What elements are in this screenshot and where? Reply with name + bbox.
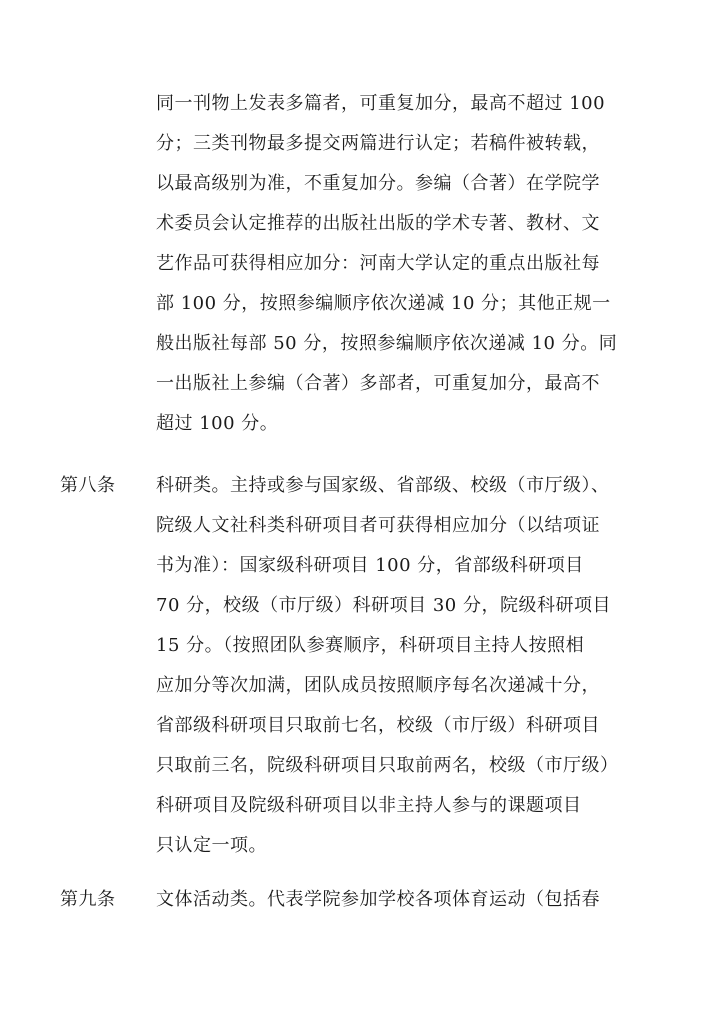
text-line: 般出版社每部 50 分，按照参编顺序依次递减 10 分。同 — [156, 333, 618, 354]
article-9-label: 第九条 — [60, 889, 116, 910]
text-line: 应加分等次加满，团队成员按照顺序每名次递减十分， — [156, 675, 600, 696]
text-line: 艺作品可获得相应加分：河南大学认定的重点出版社每 — [156, 253, 600, 274]
text-line: 一出版社上参编（合著）多部者，可重复加分，最高不 — [156, 373, 600, 394]
text-line: 术委员会认定推荐的出版社出版的学术专著、教材、文 — [156, 213, 600, 234]
text-line: 部 100 分，按照参编顺序依次递减 10 分；其他正规一 — [156, 293, 611, 314]
text-line: 文体活动类。代表学院参加学校各项体育运动（包括春 — [156, 889, 600, 910]
text-line: 只取前三名，院级科研项目只取前两名，校级（市厅级） — [156, 755, 619, 776]
text-line: 科研项目及院级科研项目以非主持人参与的课题项目 — [156, 795, 582, 816]
text-line: 省部级科研项目只取前七名，校级（市厅级）科研项目 — [156, 715, 600, 736]
text-line: 同一刊物上发表多篇者，可重复加分，最高不超过 100 — [156, 93, 606, 114]
text-line: 超过 100 分。 — [156, 413, 279, 434]
text-line: 院级人文社科类科研项目者可获得相应加分（以结项证 — [156, 515, 600, 536]
text-line: 70 分，校级（市厅级）科研项目 30 分，院级科研项目 — [156, 595, 611, 616]
text-line: 只认定一项。 — [156, 835, 267, 856]
text-line: 以最高级别为准，不重复加分。参编（合著）在学院学 — [156, 173, 600, 194]
text-line: 分；三类刊物最多提交两篇进行认定；若稿件被转载， — [156, 133, 600, 154]
article-8-label: 第八条 — [60, 475, 116, 496]
text-line: 科研类。主持或参与国家级、省部级、校级（市厅级）、 — [156, 475, 610, 496]
text-line: 15 分。（按照团队参赛顺序，科研项目主持人按照相 — [156, 635, 585, 656]
text-line: 书为准）：国家级科研项目 100 分，省部级科研项目 — [156, 555, 584, 576]
